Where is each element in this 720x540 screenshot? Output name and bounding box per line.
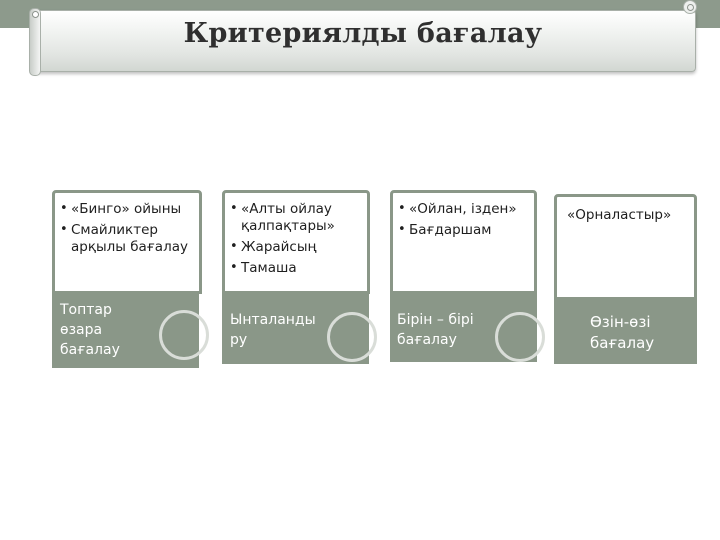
card-2-ring	[327, 312, 377, 362]
list-item: • «Ойлан, ізден»	[409, 201, 530, 218]
list-item: • Смайликтер арқылы бағалау	[71, 222, 195, 256]
list-item: • «Алты ойлау қалпақтары»	[241, 201, 363, 235]
card-1-content	[52, 190, 202, 294]
card-4-content	[554, 194, 697, 300]
card-3-ring	[495, 312, 545, 362]
card-2-list	[225, 193, 367, 277]
card-3-list	[393, 193, 534, 239]
card-4-text: «Орналастыр»	[567, 207, 672, 223]
card-2-label: Ынталанды ру	[230, 312, 316, 348]
card-3-content	[390, 190, 537, 294]
list-item: • Бағдаршам	[409, 222, 530, 239]
banner-curl-right	[683, 0, 697, 14]
card-3-label: Бірін – бірі бағалау	[397, 312, 474, 348]
list-item: • «Бинго» ойыны	[71, 201, 195, 218]
card-1-list	[55, 193, 199, 256]
card-2-content	[222, 190, 370, 294]
slide-title: Критериялды бағалау	[183, 18, 543, 49]
list-item: • Жарайсың	[241, 239, 363, 256]
card-1-ring	[159, 310, 209, 360]
card-1-label: Топтар өзара бағалау	[60, 302, 120, 358]
card-4-label: Өзін-өзі бағалау	[590, 313, 655, 352]
list-item: • Тамаша	[241, 260, 363, 277]
